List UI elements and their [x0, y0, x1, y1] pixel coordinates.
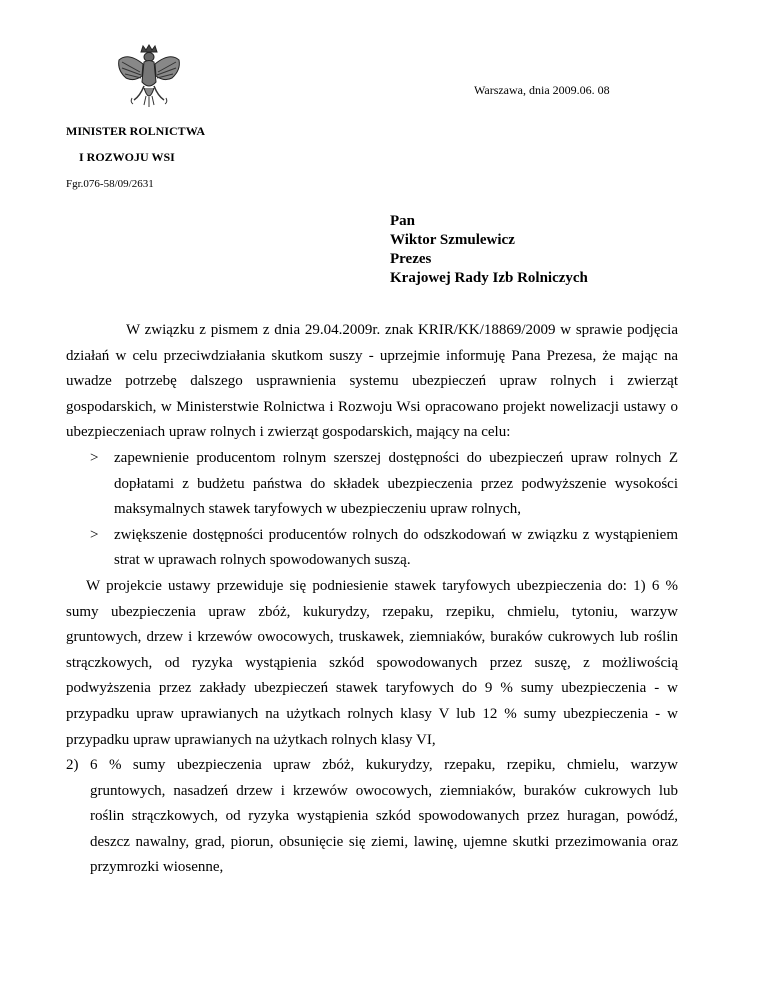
- numbered-item: [66, 753, 678, 881]
- list-item: [90, 446, 678, 523]
- addressee-position: Prezes: [390, 251, 432, 267]
- bullet-marker: >: [90, 526, 99, 543]
- letter-date: Warszawa, dnia 2009.06. 08: [474, 83, 610, 97]
- letter-body: [66, 318, 678, 881]
- item-number: 2): [66, 757, 79, 774]
- item-text: 6 % sumy ubezpieczenia upraw zbóż, kukurydzy, rzepaku, rzepiku, chmielu, warzyw gruntowych, nasadzeń drzew i krzewów owocowych, ziemniaków, buraków cukrowych lub roślin strączkowych, od ryzyka wystąpienia szkód spowodowanych przez huragan, powódź, deszcz nawalny, grad, piorun, obsunięcie się ziemi, lawinę, ujemne skutki przezimowania oraz przymrozki wiosenne,: [90, 757, 678, 876]
- bullet-text: zwiększenie dostępności producentów rolnych do odszkodowań w związku z wystąpieniem strat w uprawach rolnych spowodowanych suszą.: [114, 526, 678, 569]
- sender-title-line2: I ROZWOJU WSI: [79, 150, 175, 164]
- addressee-organization: Krajowej Rady Izb Rolniczych: [390, 270, 588, 286]
- bullet-marker: >: [90, 449, 99, 466]
- projection-paragraph: W projekcie ustawy przewiduje się podniesienie stawek taryfowych ubezpieczenia do: 1) 6 % sumy ubezpieczenia upraw zbóż, kukurydzy, rzepaku, rzepiku, chmielu, tytoniu, warzyw gruntowych, drzew i krzewów owocowych, truskawek, ziemniaków, buraków cukrowych lub roślin strączkowych, od ryzyka wystąpienia szkód spowodowanych przez suszę, z możliwością podwyższenia przez zakłady ubezpieczeń stawek taryfowych do 9 % sumy ubezpieczenia - w przypadku upraw uprawianych na użytkach rolnych klasy V lub 12 % sumy ubezpieczenia - w przypadku upraw uprawianych na użytkach rolnych klasy VI,: [66, 577, 678, 748]
- addressee-block: [390, 212, 588, 288]
- bullet-text: zapewnienie producentom rolnym szerszej dostępności do ubezpieczeń upraw rolnych Z dopłatami z budżetu państwa do składek ubezpieczenia przez podwyższenie wysokości maksymalnych stawek taryfowych w ubezpieczeniu upraw rolnych,: [114, 449, 678, 518]
- reference-number: Fgr.076-58/09/2631: [66, 178, 154, 190]
- addressee-name: Wiktor Szmulewicz: [390, 232, 515, 248]
- addressee-salutation: Pan: [390, 213, 416, 229]
- polish-eagle-emblem-icon: [114, 42, 184, 110]
- list-item: [90, 523, 678, 574]
- intro-paragraph: W związku z pismem z dnia 29.04.2009r. znak KRIR/KK/18869/2009 w sprawie podjęcia działań w celu przeciwdziałania skutkom suszy - uprzejmie informuję Pana Prezesa, że mając na uwadze potrzebę dalszego usprawnienia systemu ubezpieczeń upraw rolnych i zwierząt gospodarskich, w Ministerstwie Rolnictwa i Rozwoju Wsi opracowano projekt nowelizacji ustawy o ubezpieczeniach upraw rolnych i zwierząt gospodarskich, mający na celu:: [66, 322, 678, 441]
- sender-title: MINISTER ROLNICTWA: [66, 124, 206, 138]
- sender-block: [66, 125, 205, 163]
